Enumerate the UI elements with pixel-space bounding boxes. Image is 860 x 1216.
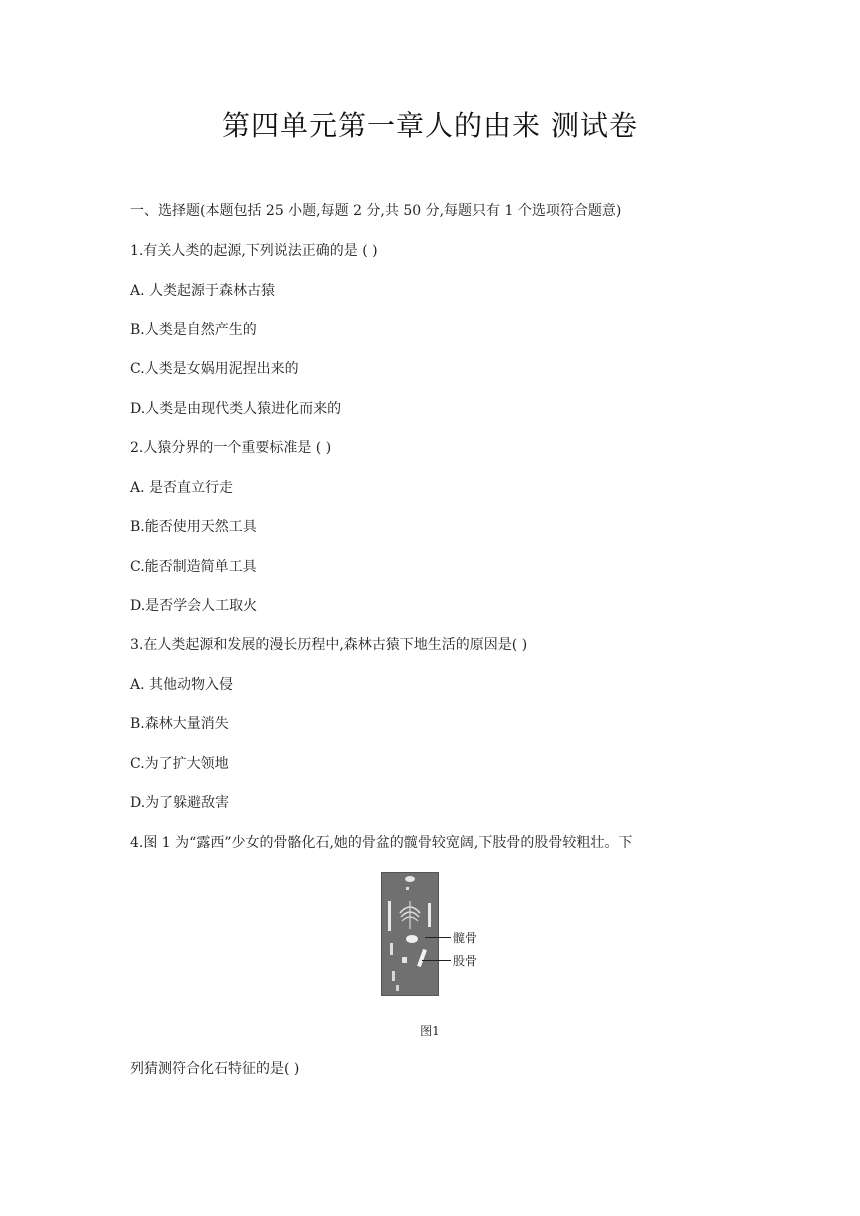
hip-bone-pointer	[425, 937, 451, 938]
question-2-stem: 2.人猿分界的一个重要标准是 ( )	[130, 440, 332, 456]
question-3-option-a: A. 其他动物入侵	[130, 677, 234, 693]
question-3-option-d: D.为了躲避敌害	[130, 795, 230, 811]
figure-caption: 图1	[420, 1024, 440, 1038]
question-3-stem: 3.在人类起源和发展的漫长历程中,森林古猿下地生活的原因是( )	[130, 637, 528, 653]
question-1-option-c: C.人类是女娲用泥捏出来的	[130, 361, 299, 377]
skeleton-icon	[382, 873, 438, 995]
question-4-continuation: 列猜测符合化石特征的是( )	[130, 1061, 300, 1077]
femur-pointer	[422, 960, 451, 961]
question-1-stem: 1.有关人类的起源,下列说法正确的是 ( )	[130, 243, 378, 259]
question-2-option-d: D.是否学会人工取火	[130, 598, 258, 614]
label-hip-bone: 髋骨	[453, 931, 478, 945]
question-1-option-a: A. 人类起源于森林古猿	[130, 283, 276, 299]
lucy-skeleton-image	[381, 872, 439, 996]
question-4-stem: 4.图 1 为“露西”少女的骨骼化石,她的骨盆的髋骨较宽阔,下肢骨的股骨较粗壮。下	[130, 835, 633, 851]
question-3-option-c: C.为了扩大领地	[130, 756, 229, 772]
question-2-option-b: B.能否使用天然工具	[130, 519, 257, 535]
question-2-option-a: A. 是否直立行走	[130, 480, 234, 496]
question-3-option-b: B.森林大量消失	[130, 716, 229, 732]
question-2-option-c: C.能否制造简单工具	[130, 559, 257, 575]
question-1-option-b: B.人类是自然产生的	[130, 322, 257, 338]
page-title: 第四单元第一章人的由来 测试卷	[222, 109, 638, 142]
section-heading: 一、选择题(本题包括 25 小题,每题 2 分,共 50 分,每题只有 1 个选项符合题意)	[130, 203, 622, 219]
question-1-option-d: D.人类是由现代类人猿进化而来的	[130, 401, 342, 417]
label-femur: 股骨	[453, 954, 478, 968]
